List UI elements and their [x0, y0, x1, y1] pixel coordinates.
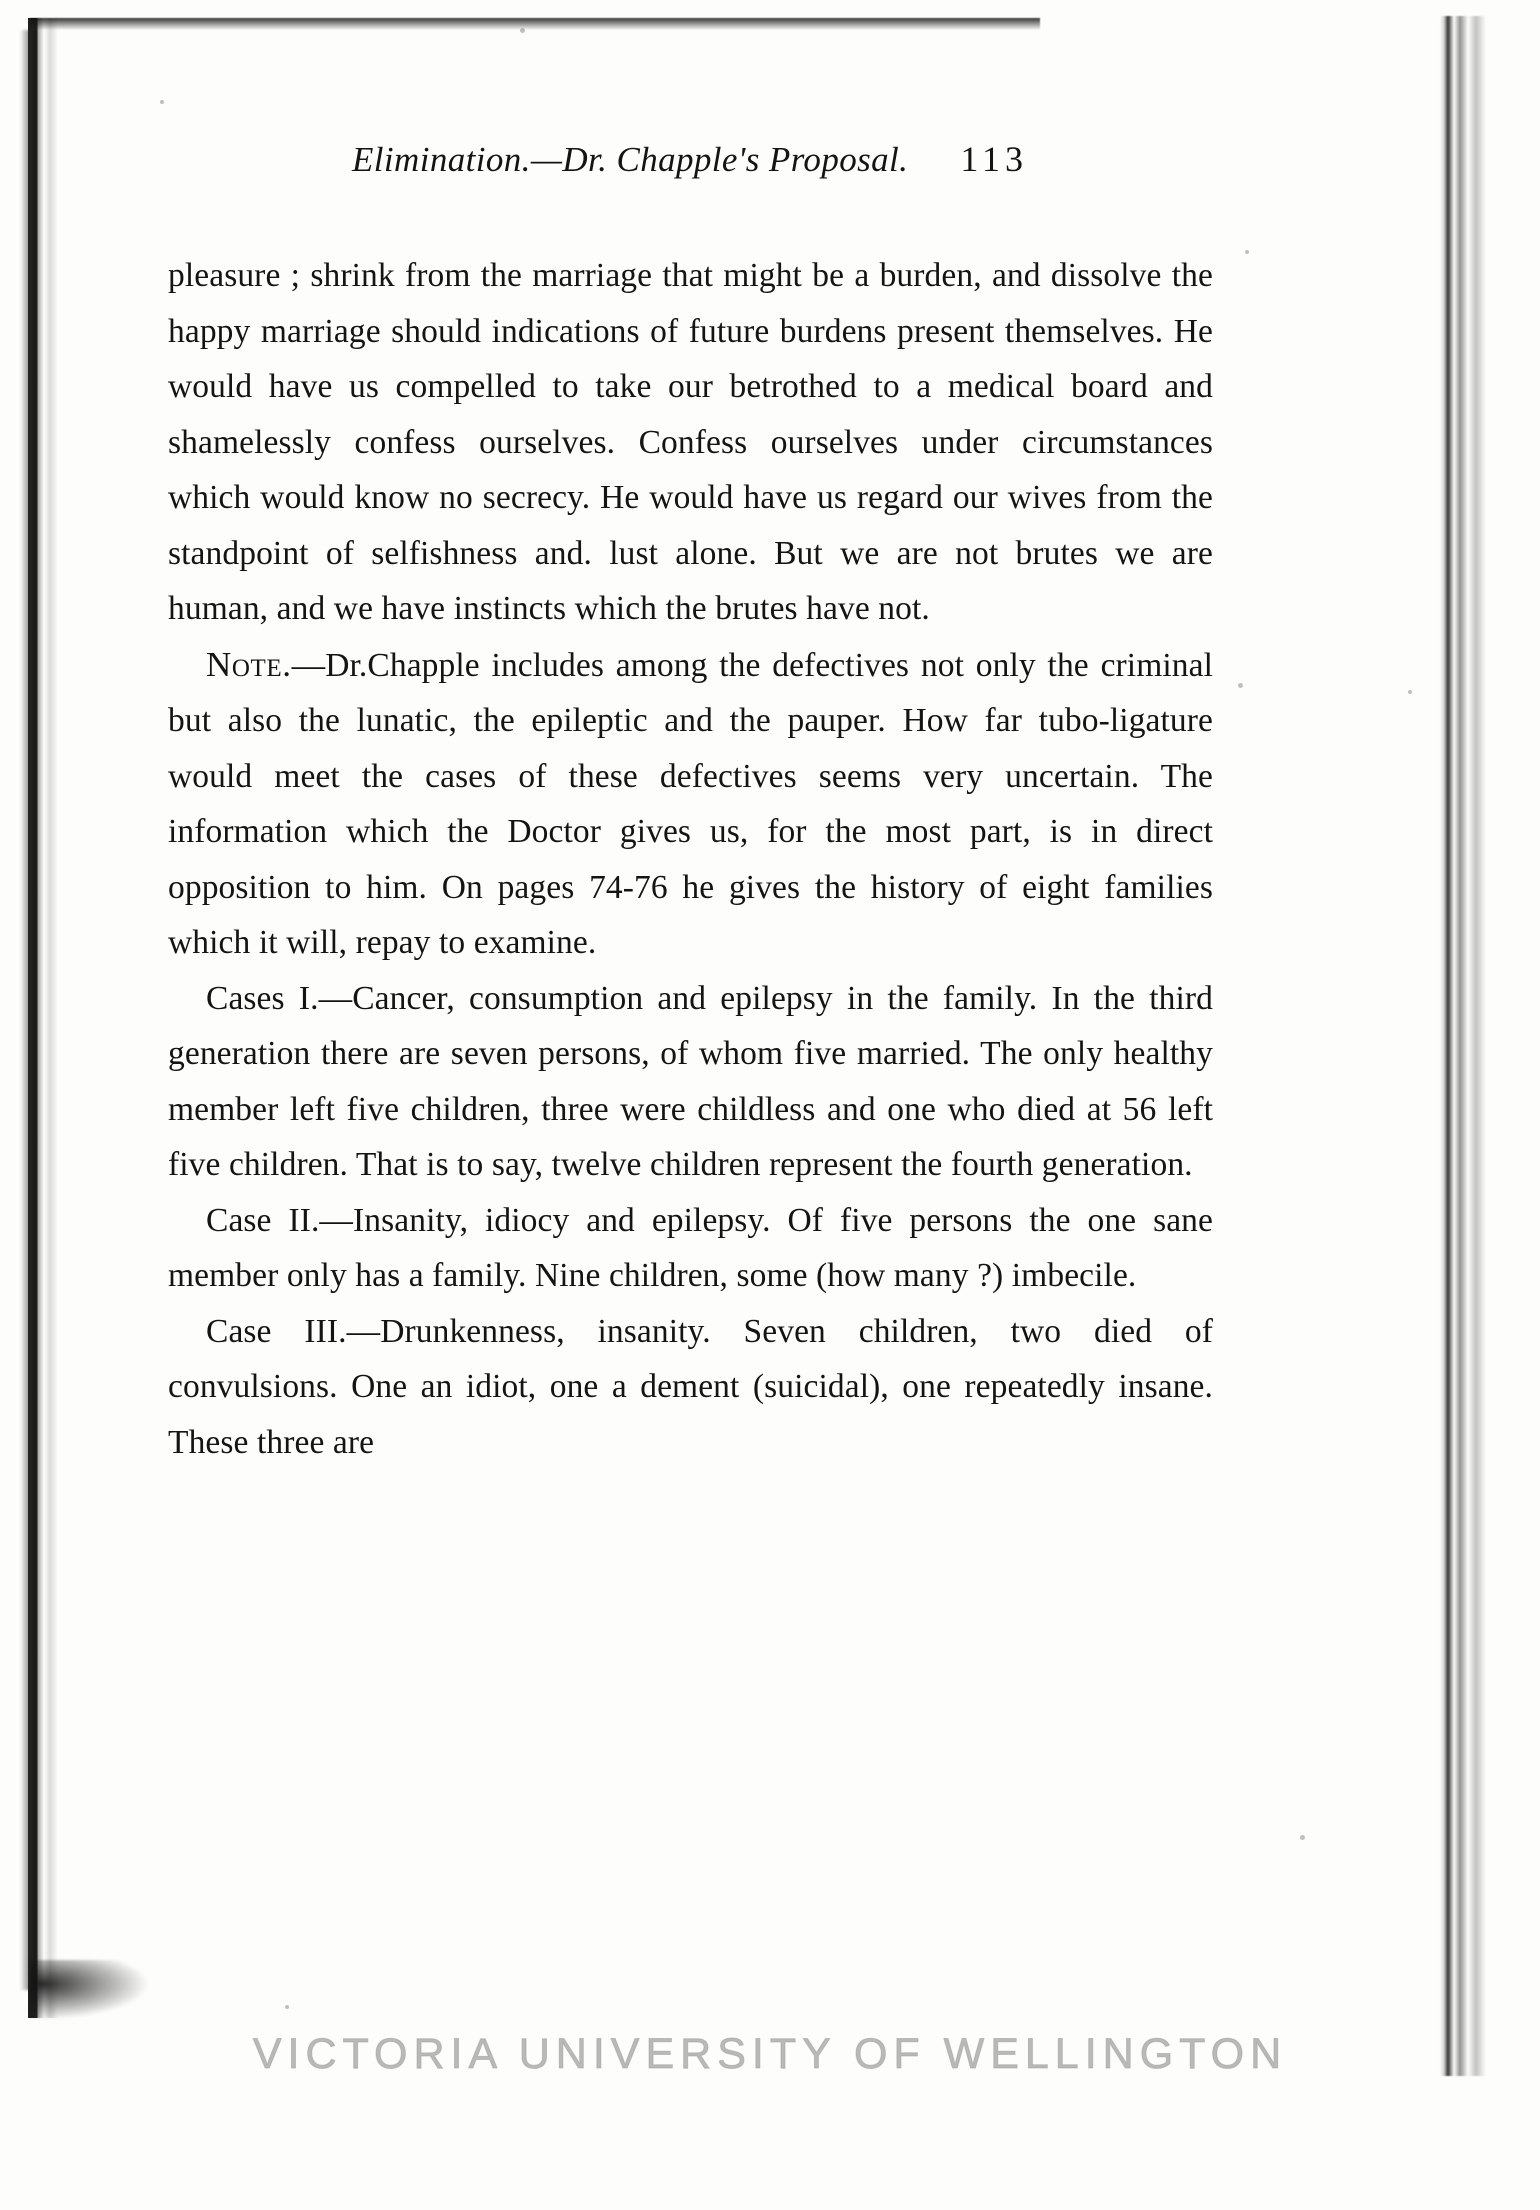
scan-artifact-left-shadow	[20, 30, 36, 1990]
paragraph-note: Note.—Dr.Chapple includes among the defectives not only the criminal but also the lunatic, the epileptic and the pauper. How far tubo-ligature would meet the cases of these defectives seems very uncertain. The information which the Doctor gives us, for the most part, is in direct opposition to him. On pages 74-76 he gives the history of eight families which it will, repay to examine.	[168, 644, 1213, 961]
paragraph-1: pleasure ; shrink from the marriage that might be a burden, and dissolve the happy marriage should indications of future burdens present themselves. He would have us compelled to take our betrothed to a medical board and shamelessly confess ourselves. Confess ourselves under circumstances which would know no secrecy. He would have us regard our wives from the standpoint of selfishness and. lust alone. But we are not brutes we are human, and we have instincts which the brutes have not.	[168, 257, 1213, 627]
scan-speck	[1238, 683, 1243, 688]
page-title: Elimination.—Dr. Chapple's Proposal.	[352, 140, 909, 179]
paragraph-case-2: Case II.—Insanity, idiocy and epilepsy. Of five persons the one sane member only has a family. Nine children, some (how many ?) imbecile.	[168, 1201, 1213, 1294]
paragraph-case-1: Cases I.—Cancer, consumption and epilepsy in the family. In the third generation there are seven persons, of whom five married. The only healthy member left five children, three were childless and one who died at 56 left five children. That is to say, twelve children represent the fourth generation.	[168, 979, 1213, 1183]
scan-artifact-bottom-left	[30, 1960, 150, 2020]
scan-artifact-top-edge	[30, 18, 1040, 30]
page-number: 113	[960, 139, 1028, 179]
scan-speck	[1245, 250, 1249, 254]
note-label: Note.	[206, 644, 292, 684]
scan-speck	[520, 28, 525, 33]
library-stamp: VICTORIA UNIVERSITY OF WELLINGTON	[252, 2030, 1288, 2078]
scan-speck	[160, 100, 164, 104]
body-text-column	[168, 248, 1213, 1470]
scan-speck	[1408, 690, 1412, 694]
scan-artifact-right-edge	[1440, 16, 1500, 2076]
running-head	[175, 138, 1205, 180]
scan-speck	[1300, 1835, 1305, 1840]
paragraph-case-3: Case III.—Drunkenness, insanity. Seven children, two died of convulsions. One an idiot, one a dement (suicidal), one repeatedly insane. These three are	[168, 1312, 1213, 1461]
scan-speck	[285, 2005, 289, 2009]
